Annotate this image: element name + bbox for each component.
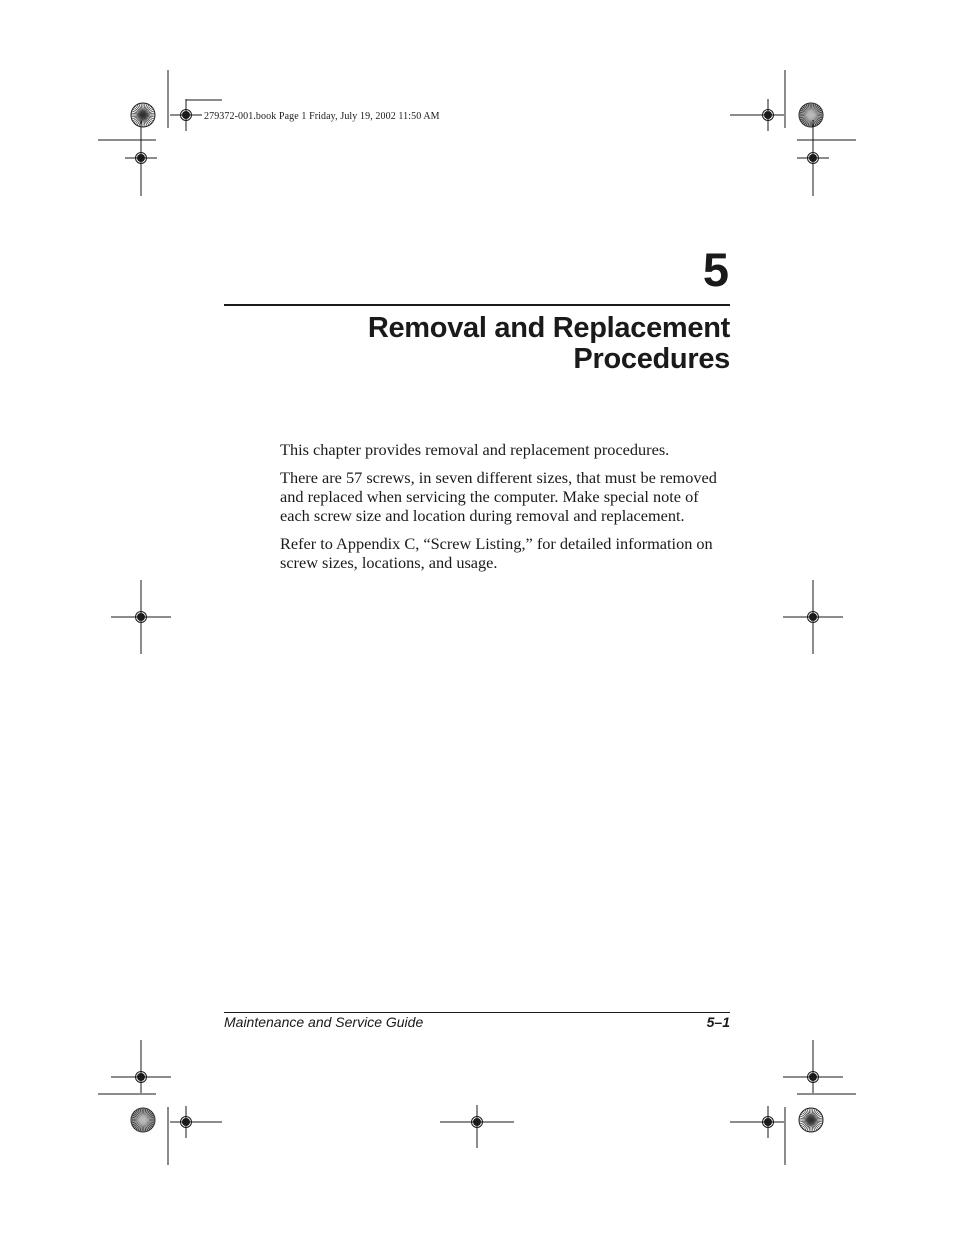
chapter-title-line2: Procedures	[573, 343, 730, 375]
chapter-rule	[224, 304, 730, 306]
color-target-icon	[799, 1108, 823, 1132]
chapter-title	[210, 313, 730, 375]
footer-rule	[224, 1012, 730, 1013]
chapter-title-line1: Removal and Replacement	[367, 312, 730, 344]
print-slug: 279372-001.book Page 1 Friday, July 19, 2002 11:50 AM	[204, 111, 440, 122]
footer-page-number: 5–1	[706, 1014, 730, 1030]
body-paragraph-screws: There are 57 screws, in seven different sizes, that must be removed and replaced when servicing the computer. Make special note of each screw size and location during removal and replacement.	[280, 468, 717, 525]
registration-mark-icon	[170, 99, 202, 131]
body-paragraph-appendix: Refer to Appendix C, “Screw Listing,” for detailed information on screw sizes, locations, and usage.	[280, 534, 713, 572]
color-target-icon	[131, 103, 155, 127]
body-paragraph-intro: This chapter provides removal and replacement procedures.	[280, 440, 670, 459]
body-text	[280, 440, 726, 581]
chapter-number: 5	[702, 243, 729, 296]
footer-title: Maintenance and Service Guide	[224, 1014, 424, 1030]
color-target-icon	[131, 1108, 155, 1132]
color-target-icon	[799, 103, 823, 127]
